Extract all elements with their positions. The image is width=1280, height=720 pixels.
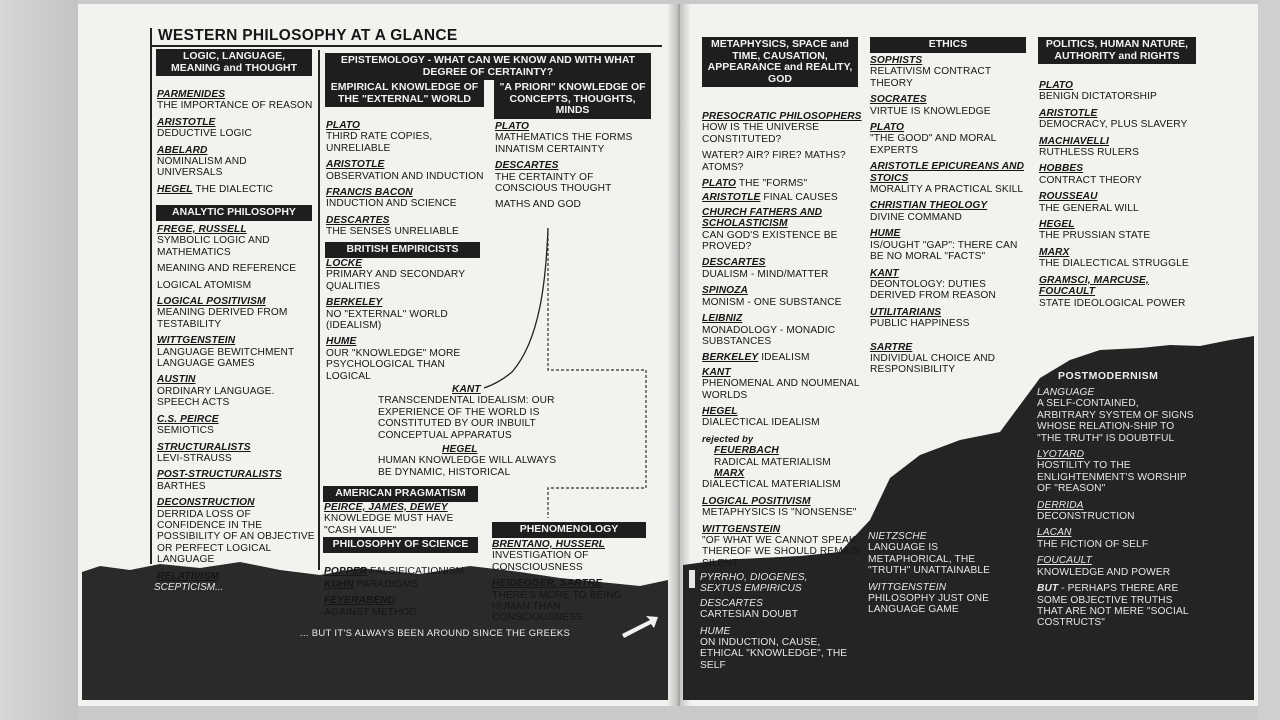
entry-text: PARADIGMS	[356, 579, 419, 591]
entry-text: "THE GOOD" AND MORAL EXPERTS	[870, 133, 997, 156]
politics-heading: POLITICS, HUMAN NATURE, AUTHORITY and RIGHTS	[1038, 37, 1196, 64]
entry-name: WITTGENSTEIN	[157, 335, 236, 347]
entry-name: KANT	[452, 384, 481, 395]
entry-name: BERKELEY	[326, 297, 383, 309]
entry-text: MORALITY A PRACTICAL SKILL	[870, 184, 1024, 196]
entry-text: - PERHAPS THERE ARE SOME OBJECTIVE TRUTHS THAT ARE NOT MERE "SOCIAL COSTRUCTS"	[1037, 583, 1189, 629]
science-list	[324, 566, 494, 620]
entry-text: RUTHLESS RULERS	[1039, 147, 1140, 159]
curve-connector	[484, 228, 548, 388]
entry-text: DIALECTICAL MATERIALISM	[702, 479, 841, 491]
scepticism-label: SCEPTICISM...	[154, 582, 224, 593]
entry-text: BENIGN DICTATORSHIP	[1039, 91, 1157, 103]
dotted-connector	[548, 228, 646, 518]
entry-name: KUHN	[324, 579, 354, 591]
entry-text: MEANING DERIVED FROM TESTABILITY	[157, 307, 288, 330]
ethics-heading: ETHICS	[870, 37, 1026, 53]
entry-name: FOUCAULT	[1037, 555, 1092, 567]
entry-name: PLATO	[870, 122, 905, 134]
entry-text: FALSIFICATIONISM	[370, 566, 465, 577]
postmodernism-list	[1037, 387, 1197, 629]
entry-text: A SELF-CONTAINED, ARBITRARY SYSTEM OF SIGNS WHOSE RELATION-SHIP TO "THE TRUTH" IS DOUBTFUL	[1037, 398, 1194, 444]
entry-name: LEIBNIZ	[702, 313, 743, 325]
entry-name: HEGEL	[702, 405, 738, 417]
entry-text: THE "FORMS"	[738, 178, 808, 190]
entry-name: POPPER	[324, 566, 368, 577]
entry-name: ROUSSEAU	[1039, 191, 1098, 203]
entry-name: PLATO	[495, 121, 530, 132]
phenomenology-list	[492, 539, 652, 626]
entry-name: AUSTIN	[157, 374, 196, 386]
entry-text: THE DIALECTIC	[195, 183, 274, 195]
entry-name: FREGE, RUSSELL	[157, 224, 247, 235]
entry-name: LOCKE	[326, 258, 363, 269]
entry-text: WATER? AIR? FIRE? MATHS? ATOMS?	[702, 150, 846, 173]
entry-text: METAPHYSICS IS "NONSENSE"	[702, 507, 857, 519]
phenomenology-heading: PHENOMENOLOGY	[492, 522, 646, 538]
entry-name: LYOTARD	[1037, 449, 1085, 461]
entry-name: MACHIAVELLI	[1039, 135, 1109, 147]
entry-text: MEANING AND REFERENCE	[157, 263, 297, 275]
entry-name: CHRISTIAN THEOLOGY	[870, 200, 988, 212]
entry-name: DECONSTRUCTION	[157, 497, 255, 509]
entry-name: PLATO	[702, 178, 737, 190]
entry-name: BRENTANO, HUSSERL	[492, 539, 606, 550]
pragmatism-heading: AMERICAN PRAGMATISM	[323, 486, 478, 502]
entry-name: SOPHISTS	[870, 55, 923, 66]
entry-name: LACAN	[1037, 527, 1072, 539]
entry-name: PARMENIDES	[157, 89, 226, 100]
ethics-list	[870, 55, 1030, 378]
entry-text: MATHEMATICS THE FORMS INNATISM CERTAINTY	[495, 132, 633, 155]
entry-text: INDUCTION AND SCIENCE	[326, 198, 457, 210]
entry-name: HUME	[870, 228, 901, 240]
entry-text: DEONTOLOGY: DUTIES DERIVED FROM REASON	[870, 278, 996, 302]
entry-name: DESCARTES	[702, 257, 766, 269]
entry-text: RADICAL MATERIALISM	[714, 456, 831, 468]
logic-heading: LOGIC, LANGUAGE, MEANING and THOUGHT	[156, 49, 312, 76]
entry-text: THE SENSES UNRELIABLE	[326, 226, 459, 238]
entry-text: CONTRACT THEORY	[1039, 174, 1142, 186]
entry-name: ARISTOTLE	[326, 159, 385, 171]
entry-name: UTILITARIANS	[870, 306, 942, 318]
entry-name: DESCARTES	[495, 160, 559, 172]
entry-name: PEIRCE, JAMES, DEWEY	[324, 502, 448, 513]
entry-text: DIVINE COMMAND	[870, 211, 962, 223]
entry-text: LEVI-STRAUSS	[157, 452, 232, 464]
entry-text: DUALISM - MIND/MATTER	[702, 268, 829, 280]
entry-text: HOW IS THE UNIVERSE CONSTITUTED?	[702, 122, 820, 145]
science-heading: PHILOSOPHY OF SCIENCE	[323, 537, 478, 553]
entry-name: HUME	[326, 336, 357, 348]
entry-name: LANGUAGE	[1037, 387, 1095, 398]
entry-text: DECONSTRUCTION	[1037, 511, 1135, 523]
entry-name: NIETZSCHE	[868, 531, 927, 542]
entry-text: LOGICAL ATOMISM	[157, 279, 252, 291]
entry-text: DIALECTICAL IDEALISM	[702, 417, 820, 429]
entry-name: LOGICAL POSITIVISM	[702, 495, 811, 507]
postmodernism-heading: POSTMODERNISM	[1058, 370, 1159, 382]
entry-name: HEGEL	[1039, 219, 1075, 231]
entry-text: FINAL CAUSES	[763, 192, 838, 204]
entry-text: IS/OUGHT "GAP": THERE CAN BE NO MORAL "FACTS"	[870, 239, 1018, 263]
entry-text: MATHS AND GOD	[495, 199, 582, 211]
entry-text: THE DIALECTICAL STRUGGLE	[1039, 258, 1189, 270]
entry-name: FEYERABEND	[324, 595, 396, 607]
entry-name: FRANCIS BACON	[326, 187, 413, 199]
entry-name: CHURCH FATHERS AND SCHOLASTICISM	[702, 206, 823, 230]
entry-text: MONADOLOGY - MONADIC SUBSTANCES	[702, 324, 836, 347]
entry-text: TRANSCENDENTAL IDEALISM: OUR EXPERIENCE OF THE WORLD IS CONSTITUTED BY OUR INBUILT CONCEPTUAL APPARATUS	[378, 395, 555, 441]
page-title: WESTERN PHILOSOPHY AT A GLANCE	[158, 27, 458, 44]
apriori-heading: "A PRIORI" KNOWLEDGE OF CONCEPTS, THOUGHTS, MINDS	[494, 80, 651, 119]
entry-text: DERRIDA LOSS OF CONFIDENCE IN THE POSSIBILITY OF AN OBJECTIVE OR PERFECT LOGICAL LANGUAGE	[157, 508, 315, 566]
entry-name: MARX	[1039, 246, 1070, 258]
epistemology-heading: EPISTEMOLOGY - WHAT CAN WE KNOW AND WITH WHAT DEGREE OF CERTAINTY?	[325, 53, 651, 80]
hegel-block	[378, 444, 558, 480]
rejected-label: rejected by	[702, 433, 754, 445]
entry-text: VIRTUE IS KNOWLEDGE	[870, 105, 991, 117]
entry-name: POST-STRUCTURALISTS	[157, 469, 282, 481]
entry-name: PRESOCRATIC PHILOSOPHERS	[702, 111, 862, 122]
entry-name: WITTGENSTEIN	[868, 581, 947, 593]
entry-text: PUBLIC HAPPINESS	[870, 318, 970, 330]
entry-text: MONISM - ONE SUBSTANCE	[702, 296, 842, 308]
entry-name: ARISTOTLE EPICUREANS AND STOICS	[870, 161, 1025, 184]
empirical-heading: EMPIRICAL KNOWLEDGE OF THE "EXTERNAL" WORLD	[325, 80, 484, 107]
entry-text: THE IMPORTANCE OF REASON	[157, 100, 313, 112]
politics-list	[1039, 80, 1199, 311]
entry-text: THE CERTAINTY OF CONSCIOUS THOUGHT	[495, 171, 612, 195]
entry-name: GRAMSCI, MARCUSE, FOUCAULT	[1039, 274, 1149, 298]
greeks-label: ... BUT IT'S ALWAYS BEEN AROUND SINCE THE GREEKS	[300, 628, 571, 639]
entry-text: KNOWLEDGE MUST HAVE "CASH VALUE"	[324, 513, 454, 536]
metaphysics-list	[702, 111, 862, 571]
entry-text: AGAINST METHOD	[324, 606, 417, 618]
entry-name: STRUCTURALISTS	[157, 441, 251, 453]
entry-name: HEIDEGGER, SARTRE	[492, 578, 603, 590]
entry-text: SEMIOTICS	[157, 425, 214, 437]
analytic-heading: ANALYTIC PHILOSOPHY	[156, 205, 312, 221]
entry-text: DEMOCRACY, PLUS SLAVERY	[1039, 119, 1188, 131]
entry-text: DEDUCTIVE LOGIC	[157, 128, 252, 140]
entry-name: DERRIDA	[1037, 499, 1084, 511]
entry-name: HOBBES	[1039, 163, 1084, 175]
entry-text: LANGUAGE BEWITCHMENT LANGUAGE GAMES	[157, 346, 295, 370]
entry-text: INDIVIDUAL CHOICE AND RESPONSIBILITY	[870, 352, 996, 376]
metaphysics-heading: METAPHYSICS, SPACE and TIME, CAUSATION, APPEARANCE and REALITY, GOD	[702, 37, 858, 87]
entry-name: ARISTOTLE	[702, 192, 761, 204]
entry-text: THE GENERAL WILL	[1039, 202, 1139, 214]
entry-text: PRIMARY AND SECONDARY QUALITIES	[326, 269, 465, 292]
entry-text: THERE'S MORE TO BEING HUMAN THAN CONSCIOUSNESS	[492, 589, 622, 624]
entry-name: PLATO	[326, 120, 361, 131]
entry-text: PHILOSOPHY JUST ONE LANGUAGE GAME	[868, 593, 989, 616]
entry-name: HEGEL	[157, 183, 193, 195]
entry-name: LOGICAL POSITIVISM	[157, 296, 266, 308]
entry-name: BERKELEY	[702, 352, 759, 364]
entry-name: SOCRATES	[870, 94, 927, 106]
entry-name: PLATO	[1039, 80, 1074, 91]
entry-text: IDEALISM	[761, 352, 810, 364]
entry-name: C.S. PEIRCE	[157, 413, 219, 425]
entry-name: WITTGENSTEIN	[702, 523, 781, 535]
entry-text: OUR "KNOWLEDGE" MORE PSYCHOLOGICAL THAN LOGICAL	[326, 347, 461, 382]
pragmatism-list	[324, 502, 484, 538]
entry-text: NO "EXTERNAL" WORLD (IDEALISM)	[326, 308, 448, 332]
entry-name: BUT	[1037, 583, 1059, 595]
entry-text: HOSTILITY TO THE ENLIGHTENMENT'S WORSHIP OF "REASON"	[1037, 460, 1187, 495]
entry-name: SARTRE	[870, 341, 913, 353]
entry-name: DESCARTES	[700, 597, 763, 609]
entry-text: HUMAN KNOWLEDGE WILL ALWAYS BE DYNAMIC, HISTORICAL	[378, 455, 557, 478]
entry-name: RELATIVISM	[157, 570, 219, 582]
entry-text: ORDINARY LANGUAGE. SPEECH ACTS	[157, 385, 275, 409]
entry-text: SYMBOLIC LOGIC AND MATHEMATICS	[157, 235, 270, 258]
entry-text: CARTESIAN DOUBT	[700, 609, 799, 621]
entry-text: OBSERVATION AND INDUCTION	[326, 170, 484, 182]
entry-text: RELATIVISM CONTRACT THEORY	[870, 66, 991, 89]
sceptics-list	[700, 572, 850, 673]
british-heading: BRITISH EMPIRICISTS	[325, 242, 480, 258]
entry-text: CAN GOD'S EXISTENCE BE PROVED?	[702, 229, 838, 253]
entry-text: "OF WHAT WE CANNOT SPEAK, THEREOF WE SHOULD REMAIN SILENT"	[702, 535, 861, 569]
entry-name: ARISTOTLE	[1039, 107, 1098, 119]
entry-name: FEUERBACH	[714, 445, 779, 457]
entry-name: MARX	[714, 467, 745, 479]
entry-name: DESCARTES	[326, 214, 390, 226]
entry-name: SPINOZA	[702, 285, 748, 297]
entry-name: HEGEL	[442, 444, 478, 455]
entry-text: STATE IDEOLOGICAL POWER	[1039, 297, 1186, 309]
nietzsche-list	[868, 531, 1018, 618]
entry-text: THE PRUSSIAN STATE	[1039, 230, 1151, 242]
entry-name: PYRRHO, DIOGENES, SEXTUS EMPIRICUS	[700, 572, 808, 595]
entry-text: NOMINALISM AND UNIVERSALS	[157, 156, 247, 179]
entry-name: KANT	[870, 267, 899, 279]
entry-text: ON INDUCTION, CAUSE, ETHICAL "KNOWLEDGE", THE SELF	[700, 637, 848, 671]
kant-block	[378, 384, 588, 443]
entry-text: KNOWLEDGE AND POWER	[1037, 566, 1171, 578]
entry-name: KANT	[702, 366, 731, 378]
entry-text: INVESTIGATION OF CONSCIOUSNESS	[492, 550, 589, 573]
entry-text: THIRD RATE COPIES, UNRELIABLE	[326, 131, 433, 154]
entry-name: HUME	[700, 625, 731, 637]
entry-name: ABELARD	[157, 144, 208, 156]
entry-text: LANGUAGE IS METAPHORICAL, THE "TRUTH" UNATTAINABLE	[868, 542, 991, 577]
entry-text: PHENOMENAL AND NOUMENAL WORLDS	[702, 378, 860, 401]
entry-text: BARTHES	[157, 480, 206, 492]
entry-name: ARISTOTLE	[157, 116, 216, 128]
entry-text: THE FICTION OF SELF	[1037, 538, 1149, 550]
